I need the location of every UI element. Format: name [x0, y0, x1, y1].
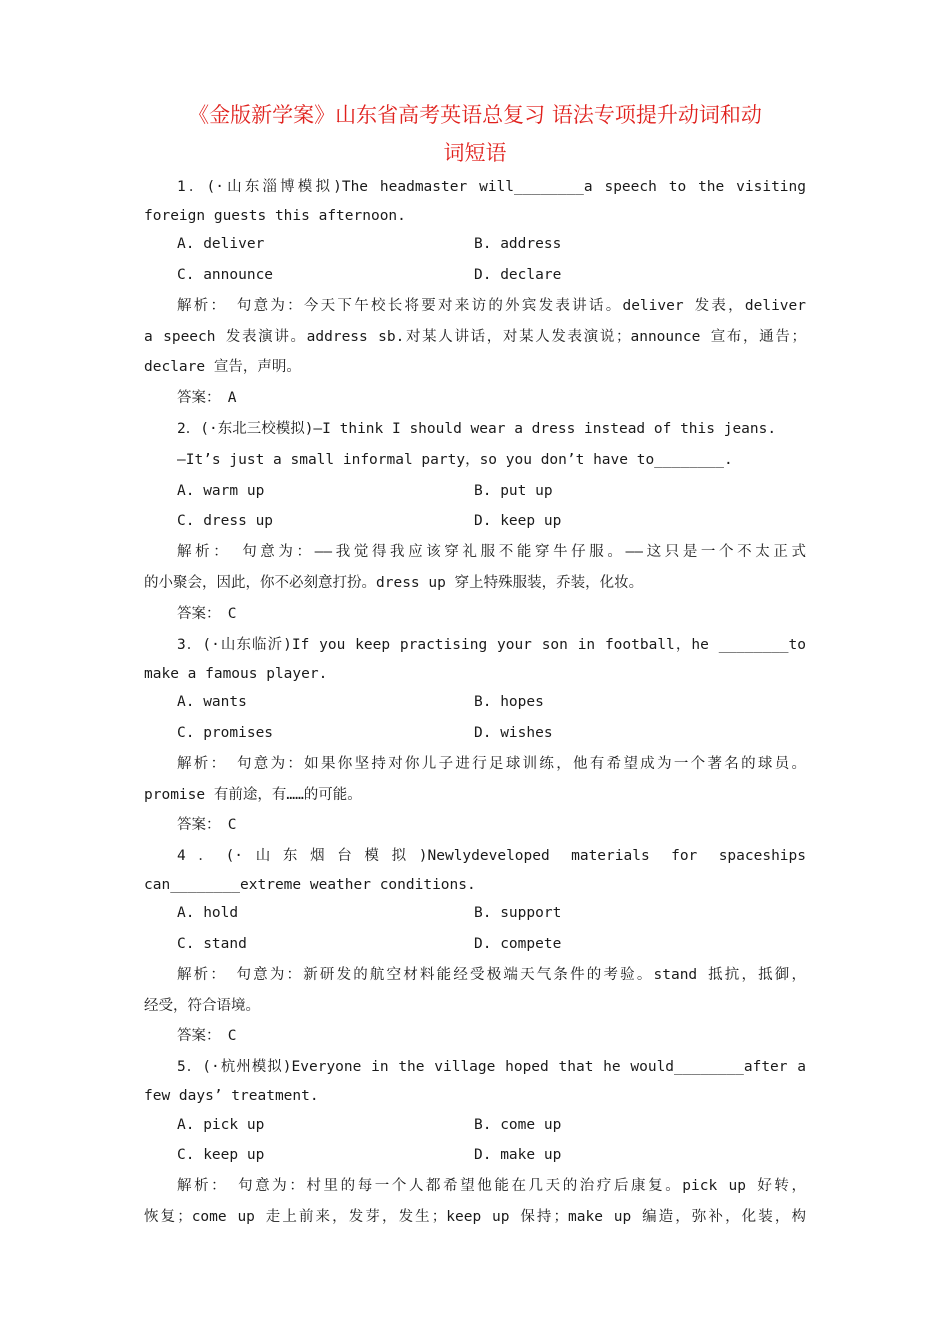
question-1-option-b: B. address	[474, 236, 562, 252]
document-title-line-2: 词短语	[443, 141, 507, 165]
question-2-option-d: D. keep up	[474, 513, 562, 529]
question-2-analysis-line-1: 解析： 句意为：——我觉得我应该穿礼服不能穿牛仔服。——这只是一个不太正式	[177, 544, 806, 560]
question-5-stem-line-2: few days’ treatment.	[144, 1088, 319, 1104]
question-4-stem-line-2: can________extreme weather conditions.	[144, 877, 476, 893]
question-4-analysis-line-1: 解析： 句意为：新研发的航空材料能经受极端天气条件的考验。stand 抵抗，抵御，	[177, 967, 806, 983]
question-5-analysis-line-2: 恢复；come up 走上前来，发芽，发生；keep up 保持；make up 编造，弥补，化装，构	[144, 1209, 806, 1225]
question-1-answer: 答案： A	[177, 390, 237, 406]
question-1-stem-line-2: foreign guests this afternoon.	[144, 208, 406, 224]
question-4-analysis-line-2: 经受，符合语境。	[144, 998, 260, 1014]
question-2-analysis-line-2: 的小聚会，因此，你不必刻意打扮。dress up 穿上特殊服装，乔装，化妆。	[144, 575, 644, 591]
question-2-option-a: A. warm up	[177, 483, 265, 499]
document-title-line-1: 《金版新学案》山东省高考英语总复习 语法专项提升动词和动	[188, 103, 762, 127]
question-4-option-a: A. hold	[177, 905, 239, 921]
question-5-analysis-line-1: 解析： 句意为：村里的每一个人都希望他能在几天的治疗后康复。pick up 好转，	[177, 1178, 806, 1194]
question-5-option-a: A. pick up	[177, 1117, 265, 1133]
question-2-stem-line-1: 2．(·东北三校模拟)—I think I should wear a dress instead of this jeans.	[177, 421, 777, 437]
question-4-option-c: C. stand	[177, 936, 247, 952]
question-5-option-d: D. make up	[474, 1147, 562, 1163]
question-1-option-a: A. deliver	[177, 236, 265, 252]
question-3-option-b: B. hopes	[474, 694, 544, 710]
question-3-option-a: A. wants	[177, 694, 247, 710]
question-3-stem-line-1: 3．(·山东临沂)If you keep practising your son in football，he ________to	[177, 637, 806, 653]
question-3-option-c: C. promises	[177, 725, 274, 741]
question-3-stem-line-2: make a famous player.	[144, 666, 328, 682]
question-2-stem-line-2: —It’s just a small informal party，so you don’t have to________.	[177, 452, 733, 468]
question-5-stem-line-1: 5．(·杭州模拟)Everyone in the village hoped that he would________after a	[177, 1059, 806, 1075]
question-5-option-c: C. keep up	[177, 1147, 265, 1163]
question-2-option-b: B. put up	[474, 483, 553, 499]
question-3-answer: 答案： C	[177, 817, 237, 833]
question-1-analysis-line-3: declare 宣告，声明。	[144, 359, 301, 375]
question-1-option-d: D. declare	[474, 267, 562, 283]
question-3-option-d: D. wishes	[474, 725, 553, 741]
question-3-analysis-line-2: promise 有前途，有……的可能。	[144, 787, 362, 803]
question-4-option-b: B. support	[474, 905, 562, 921]
question-2-answer: 答案： C	[177, 606, 237, 622]
question-1-analysis-line-2: a speech 发表演讲。address sb.对某人讲话，对某人发表演说；announce 宣布，通告；	[144, 329, 806, 345]
question-5-option-b: B. come up	[474, 1117, 562, 1133]
question-4-answer: 答案： C	[177, 1028, 237, 1044]
question-1-option-c: C. announce	[177, 267, 274, 283]
question-2-option-c: C. dress up	[177, 513, 274, 529]
question-3-analysis-line-1: 解析： 句意为：如果你坚持对你儿子进行足球训练，他有希望成为一个著名的球员。	[177, 756, 806, 772]
question-4-option-d: D. compete	[474, 936, 562, 952]
question-1-stem-line-1: 1．(·山东淄博模拟)The headmaster will________a speech to the visiting	[177, 179, 806, 195]
question-4-stem-line-1: 4．(·山东烟台模拟)Newlydeveloped materials for spaceships	[177, 848, 806, 864]
question-1-analysis-line-1: 解析： 句意为：今天下午校长将要对来访的外宾发表讲话。deliver 发表，deliver	[177, 298, 806, 314]
